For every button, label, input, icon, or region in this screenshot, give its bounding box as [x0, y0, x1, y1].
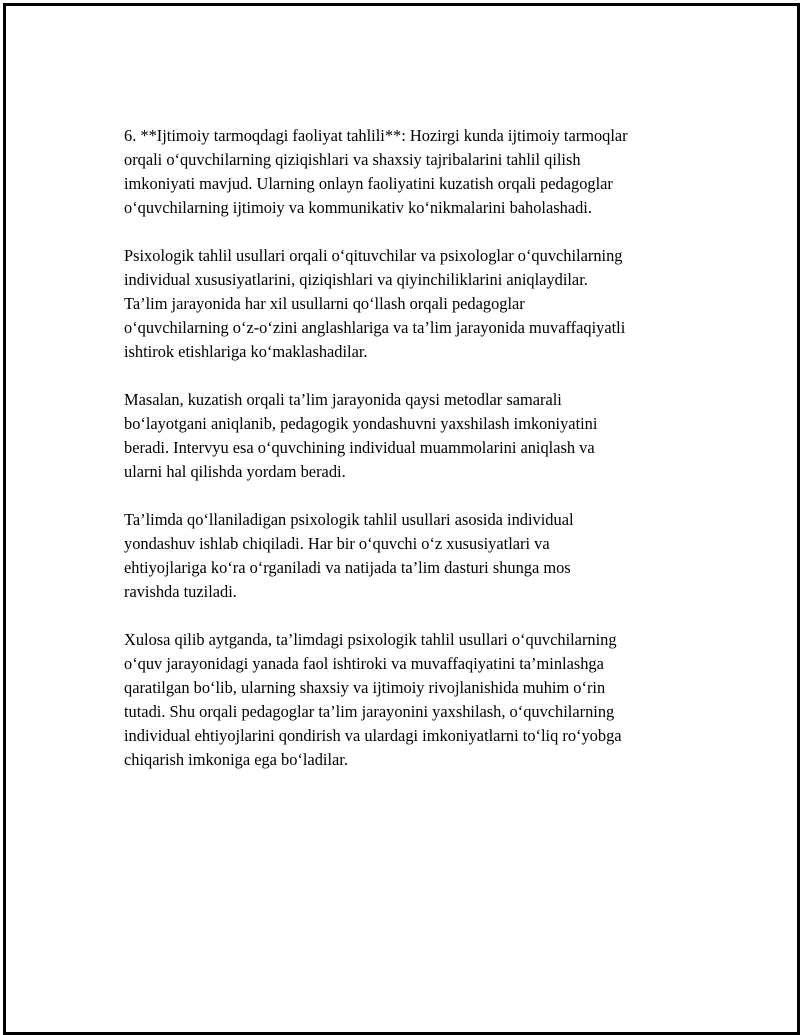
paragraph-line: o‘quvchilarning o‘z-o‘zini anglashlariga va ta’lim jarayonida muvaffaqiyatli	[124, 318, 626, 337]
paragraph-line: tutadi. Shu orqali pedagoglar ta’lim jarayonini yaxshilash, o‘quvchilarning	[124, 702, 615, 721]
paragraph-line: beradi. Intervyu esa o‘quvchining individual muammolarini aniqlash va	[124, 438, 595, 457]
document-body	[124, 124, 704, 796]
paragraph-line: o‘quvchilarning ijtimoiy va kommunikativ ko‘nikmalarini baholashadi.	[124, 198, 592, 217]
paragraph-2	[124, 244, 704, 364]
paragraph-line: Xulosa qilib aytganda, ta’limdagi psixologik tahlil usullari o‘quvchilarning	[124, 630, 617, 649]
paragraph-line: Ta’lim jarayonida har xil usullarni qo‘llash orqali pedagoglar	[124, 294, 525, 313]
paragraph-3	[124, 388, 704, 484]
paragraph-line: ularni hal qilishda yordam beradi.	[124, 462, 346, 481]
paragraph-line: 6. **Ijtimoiy tarmoqdagi faoliyat tahlili**: Hozirgi kunda ijtimoiy tarmoqlar	[124, 126, 628, 145]
paragraph-line: o‘quv jarayonidagi yanada faol ishtiroki va muvaffaqiyatini ta’minlashga	[124, 654, 604, 673]
paragraph-line: Ta’limda qo‘llaniladigan psixologik tahlil usullari asosida individual	[124, 510, 574, 529]
paragraph-line: orqali o‘quvchilarning qiziqishlari va shaxsiy tajribalarini tahlil qilish	[124, 150, 581, 169]
paragraph-line: ehtiyojlariga ko‘ra o‘rganiladi va natijada ta’lim dasturi shunga mos	[124, 558, 571, 577]
paragraph-line: bo‘layotgani aniqlanib, pedagogik yondashuvni yaxshilash imkoniyatini	[124, 414, 598, 433]
paragraph-1	[124, 124, 704, 220]
paragraph-line: Psixologik tahlil usullari orqali o‘qituvchilar va psixologlar o‘quvchilarning	[124, 246, 623, 265]
paragraph-line: qaratilgan bo‘lib, ularning shaxsiy va ijtimoiy rivojlanishida muhim o‘rin	[124, 678, 606, 697]
paragraph-line: chiqarish imkoniga ega bo‘ladilar.	[124, 750, 348, 769]
paragraph-4	[124, 508, 704, 604]
paragraph-line: yondashuv ishlab chiqiladi. Har bir o‘quvchi o‘z xususiyatlari va	[124, 534, 550, 553]
paragraph-5	[124, 628, 704, 772]
paragraph-line: imkoniyati mavjud. Ularning onlayn faoliyatini kuzatish orqali pedagoglar	[124, 174, 613, 193]
paragraph-line: Masalan, kuzatish orqali ta’lim jarayonida qaysi metodlar samarali	[124, 390, 562, 409]
page-frame	[3, 3, 800, 1035]
paragraph-line: ishtirok etishlariga ko‘maklashadilar.	[124, 342, 368, 361]
paragraph-line: ravishda tuziladi.	[124, 582, 237, 601]
paragraph-line: individual xususiyatlarini, qiziqishlari va qiyinchiliklarini aniqlaydilar.	[124, 270, 588, 289]
paragraph-line: individual ehtiyojlarini qondirish va ulardagi imkoniyatlarni to‘liq ro‘yobga	[124, 726, 622, 745]
